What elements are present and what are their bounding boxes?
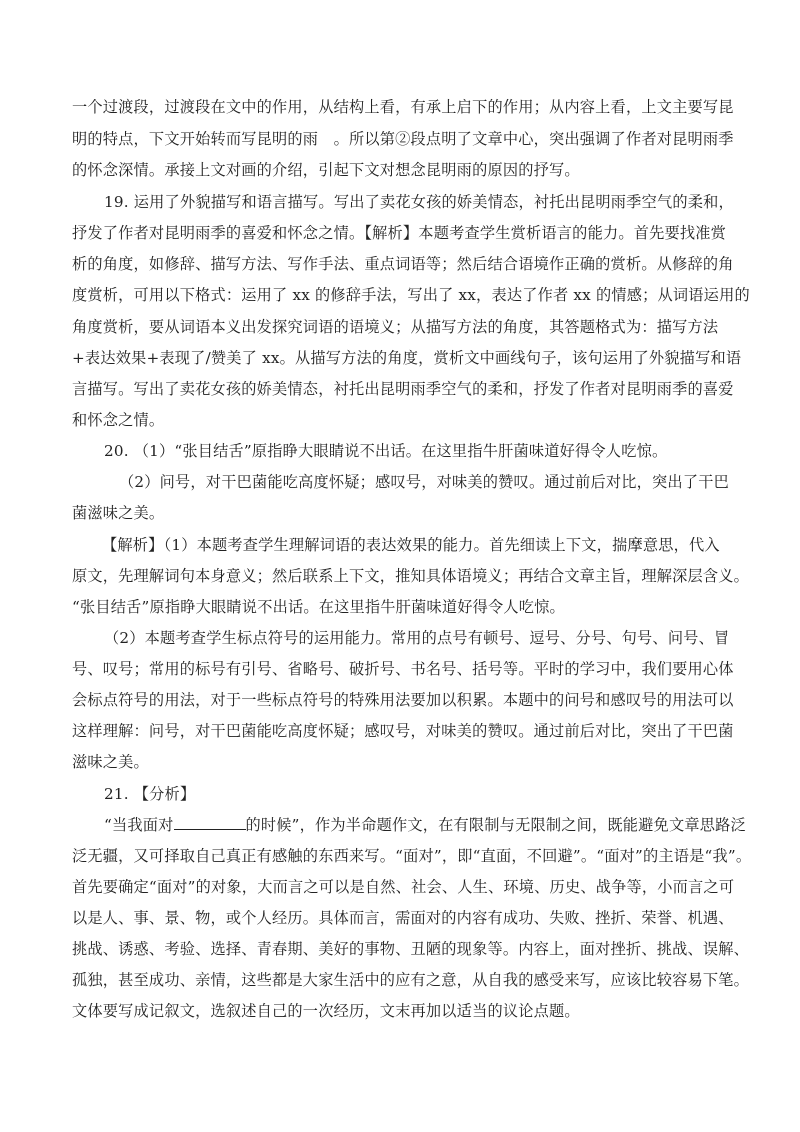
text-line: 和怀念之情。: [72, 411, 165, 429]
prompt-prefix: “当我面对: [104, 816, 174, 834]
text-line: 滋味之美。: [72, 753, 149, 771]
text-line: +表达效果+表现了/赞美了 xx。从描写方法的角度，赏析文中画线句子，该句运用了外貌描写和语: [72, 349, 742, 367]
text-line: 明的特点，下文开始转而写昆明的雨 。所以第②段点明了文章中心，突出强调了作者对昆明雨季: [72, 130, 734, 148]
text-line: [104, 815, 746, 835]
answer-20: 20. （1）“张目结舌”原指睁大眼睛说不出话。在这里指牛肝菌味道好得令人吃惊。: [104, 442, 668, 460]
text-line: 首先要确定“面对”的对象，大而言之可以是自然、社会、人生、环境、历史、战争等，小而言之可: [72, 878, 735, 896]
text-line: 以是人、事、景、物，或个人经历。具体而言，需面对的内容有成功、失败、挫折、荣誉、机遇、: [72, 909, 734, 927]
text-line: 孤独，甚至成功、亲情，这些都是大家生活中的应有之意，从自我的感受来写，应该比较容易下笔。: [72, 971, 750, 989]
text-line: （2）本题考查学生标点符号的运用能力。常用的点号有顿号、逗号、分号、句号、问号、冒: [104, 629, 730, 647]
text-line: 菌滋味之美。: [72, 504, 165, 522]
answer-21: 21. 【分析】: [104, 785, 196, 803]
text-line: 言描写。写出了卖花女孩的娇美情态，衬托出昆明雨季空气的柔和，抒发了作者对昆明雨季的喜爱: [72, 380, 734, 398]
prompt-rest: 的时候”，作为半命题作文，在有限制与无限制之间，既能避免文章思路泛: [245, 816, 746, 834]
text-line: （2）问号，对干巴菌能吃高度怀疑；感叹号，对味美的赞叹。通过前后对比，突出了干巴: [119, 473, 729, 491]
text-line: 泛无疆，又可择取自己真正有感触的东西来写。“面对”，即“直面，不回避”。“面对”的主语是“我”。: [72, 847, 752, 865]
text-line: “张目结舌”原指睁大眼睛说不出话。在这里指牛肝菌味道好得令人吃惊。: [72, 598, 565, 616]
text-line: 一个过渡段，过渡段在文中的作用，从结构上看，有承上启下的作用；从内容上看，上文主要写昆: [72, 98, 734, 116]
text-line: 号、叹号；常用的标号有引号、省略号、破折号、书名号、括号等。平时的学习中，我们要用心体: [72, 660, 734, 678]
text-line: 这样理解：问号，对干巴菌能吃高度怀疑；感叹号，对味美的赞叹。通过前后对比，突出了干巴菌: [72, 722, 734, 740]
text-line: 原文，先理解词句本身意义；然后联系上下文，推知具体语境义；再结合文章主旨，理解深层含义。: [72, 567, 750, 585]
answer-19: 19. 运用了外貌描写和语言描写。写出了卖花女孩的娇美情态，衬托出昆明雨季空气的柔和，: [104, 193, 734, 211]
text-line: 抒发了作者对昆明雨季的喜爱和怀念之情。【解析】本题考查学生赏析语言的能力。首先要找准赏: [72, 224, 727, 242]
text-line: 的怀念深情。承接上文对画的介绍，引起下文对想念昆明雨的原因的抒写。: [72, 161, 580, 179]
text-line: 挑战、诱惑、考验、选择、青春期、美好的事物、丑陋的现象等。内容上，面对挫折、挑战、误解、: [72, 940, 750, 958]
fill-blank: [174, 815, 246, 830]
text-line: 文体要写成记叙文，选叙述自己的一次经历，文末再加以适当的议论点题。: [72, 1002, 580, 1020]
text-line: 会标点符号的用法，对于一些标点符号的特殊用法要加以积累。本题中的问号和感叹号的用法可以: [72, 691, 734, 709]
text-line: 析的角度，如修辞、描写方法、写作手法、重点词语等；然后结合语境作正确的赏析。从修辞的角: [72, 255, 734, 273]
text-line: 角度赏析，要从词语本义出发探究词语的语境义；从描写方法的角度，其答题格式为：描写方法: [72, 318, 719, 336]
analysis-heading: 【解析】（1）本题考查学生理解词语的表达效果的能力。首先细读上下文，揣摩意思，代入: [102, 536, 720, 554]
text-line: 度赏析，可用以下格式：运用了 xx 的修辞手法，写出了 xx，表达了作者 xx 的情感；从词语运用的: [72, 286, 750, 304]
